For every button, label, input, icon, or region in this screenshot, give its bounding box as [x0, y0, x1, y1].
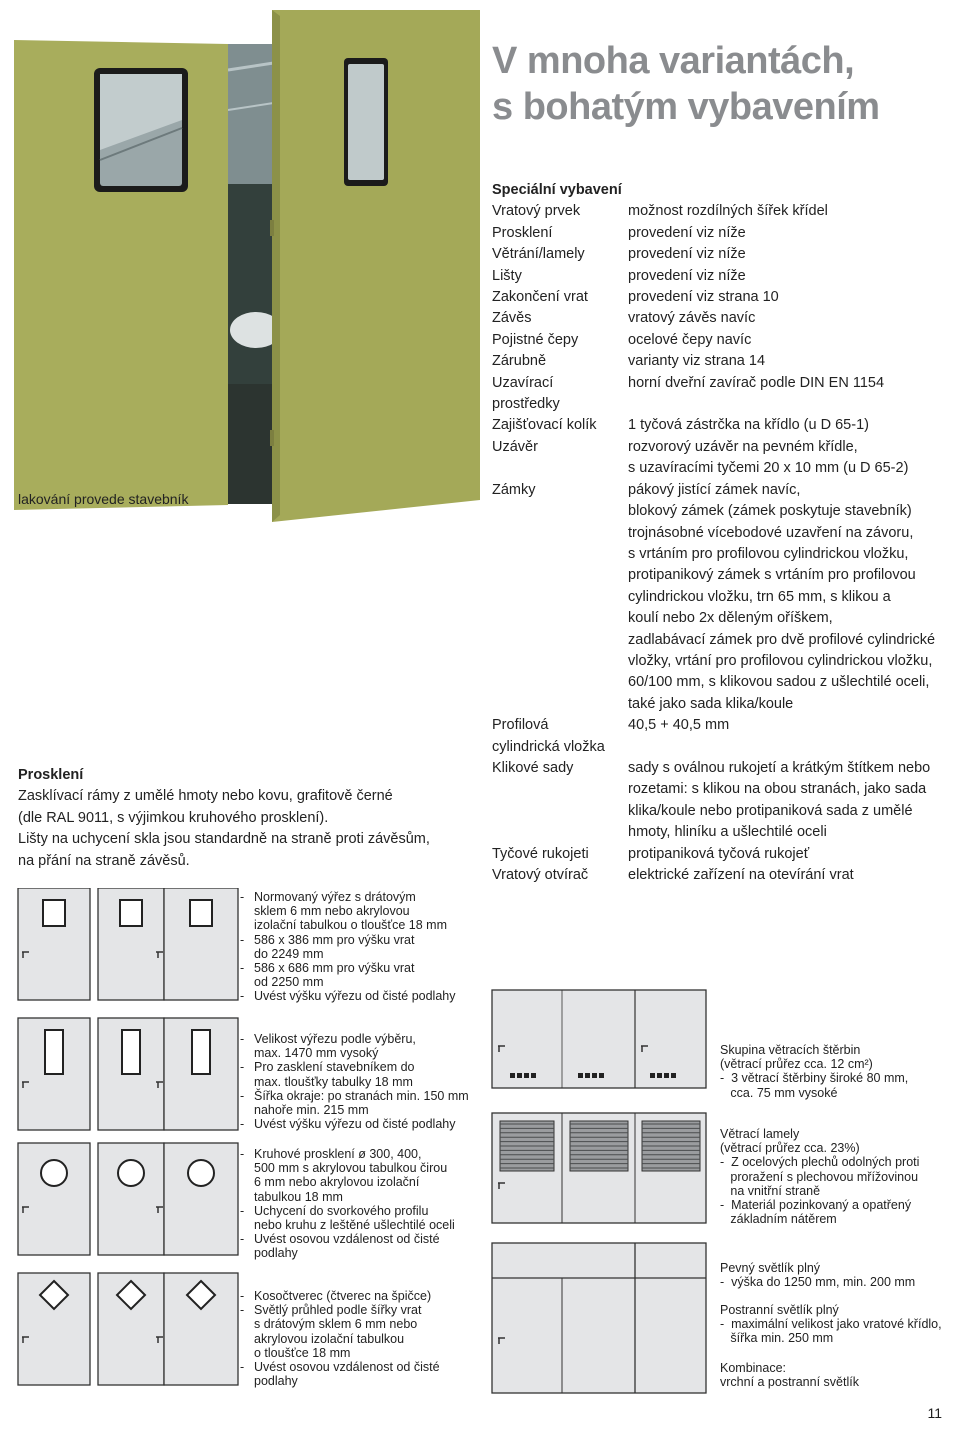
spec-key	[492, 437, 628, 480]
spec-value-line: protipaniková tyčová rukojeť	[628, 845, 810, 862]
spec-value-line: možnost rozdílných šířek křídel	[628, 203, 828, 220]
note-text: o tloušťce 18 mm	[254, 1345, 351, 1360]
bullet-dash: -	[240, 1060, 245, 1075]
bullet-dash: -	[240, 932, 245, 947]
note-diamond-glazing	[240, 1289, 490, 1388]
bullet-dash: -	[240, 989, 245, 1004]
spec-key-line: Zárubně	[492, 353, 547, 370]
note-line	[240, 1046, 490, 1060]
spec-key-line: Pojistné čepy	[492, 331, 579, 348]
note-line: - Z ocelových plechů odolných proti	[720, 1155, 920, 1170]
note-text: Uvést výšku výřezu od čisté podlahy	[254, 1117, 456, 1132]
note-line	[240, 1374, 490, 1388]
ventilation-figures	[490, 988, 715, 1398]
note-combination	[720, 1361, 859, 1389]
spec-value	[628, 758, 960, 844]
spec-value-line: také jako sada klika/koule	[628, 695, 794, 712]
spec-value	[628, 223, 960, 244]
spec-key	[492, 308, 628, 329]
note-text: 500 mm s akrylovou tabulkou čirou	[254, 1161, 448, 1176]
spec-value-line: 40,5 + 40,5 mm	[628, 717, 730, 734]
spec-value-line: trojnásobné vícebodové uzavření na závoru,	[628, 524, 914, 541]
spec-key	[492, 287, 628, 308]
note-line	[240, 1360, 490, 1374]
note-line	[240, 890, 490, 904]
note-text: s drátovým sklem 6 mm nebo	[254, 1317, 418, 1332]
note-line	[240, 1060, 490, 1074]
spec-value-line: vložky, vrtání pro profilovou cylindrickou vložku,	[628, 652, 933, 669]
spec-value	[628, 308, 960, 329]
note-text: max. tloušťky tabulky 18 mm	[254, 1074, 413, 1089]
note-line	[240, 1089, 490, 1103]
title-line-2: s bohatým vybavením	[492, 86, 880, 128]
note-text: akrylovou izolační tabulkou	[254, 1331, 405, 1346]
note-text: tabulkou 18 mm	[254, 1189, 343, 1204]
door-figure	[164, 1273, 238, 1385]
spec-row	[492, 351, 960, 372]
note-vent-louvres	[720, 1127, 919, 1226]
note-line	[240, 933, 490, 947]
spec-value	[628, 844, 960, 865]
spec-key-line: Klikové sady	[492, 759, 574, 776]
spec-value-line: rozetami: s klikou na obou stranách, jako sada	[628, 781, 927, 798]
note-line	[240, 1317, 490, 1331]
spec-key-line: Vratový otvírač	[492, 867, 589, 883]
spec-key	[492, 865, 628, 886]
spec-value	[628, 351, 960, 372]
note-line: Skupina větracích štěrbin	[720, 1043, 861, 1057]
note-line	[240, 989, 490, 1003]
note-line: vrchní a postranní světlík	[720, 1375, 859, 1390]
spec-value-line: elektrické zařízení na otevírání vrat	[628, 867, 854, 883]
note-text: izolační tabulkou o tloušťce 18 mm	[254, 918, 447, 933]
note-line	[240, 1218, 490, 1232]
spec-row	[492, 480, 960, 715]
spec-key	[492, 330, 628, 351]
bullet-dash: -	[240, 1303, 245, 1318]
door-figure	[18, 888, 90, 1000]
spec-key-line: cylindrická vložka	[492, 738, 605, 755]
spec-value-line: blokový zámek (zámek poskytuje stavebník)	[628, 503, 912, 520]
note-text: sklem 6 mm nebo akrylovou	[254, 904, 410, 919]
note-text: Normovaný výřez s drátovým	[254, 890, 416, 904]
note-line	[240, 1147, 490, 1161]
door-figure	[18, 1018, 90, 1130]
door-vent-slots	[492, 990, 706, 1088]
note-text: Velikost výřezu podle výběru,	[254, 1032, 416, 1046]
note-text: nahoře min. 215 mm	[254, 1103, 369, 1118]
spec-value	[628, 865, 960, 886]
note-text: Uvést výšku výřezu od čisté podlahy	[254, 989, 456, 1004]
spec-key	[492, 373, 628, 416]
spec-value-line: koulí nebo 2x děleným oříškem,	[628, 610, 833, 627]
spec-key	[492, 715, 628, 758]
note-text: Kosočtverec (čtverec na špičce)	[254, 1289, 432, 1303]
spec-value	[628, 437, 960, 480]
note-line: Pevný světlík plný	[720, 1261, 821, 1275]
note-line	[240, 1204, 490, 1218]
spec-value-line: pákový jistící zámek navíc,	[628, 481, 801, 498]
spec-row	[492, 287, 960, 308]
page-number: 11	[927, 1405, 942, 1421]
door-figure	[18, 1143, 90, 1255]
spec-value-line: provedení viz strana 10	[628, 289, 779, 306]
bullet-dash: -	[240, 1232, 245, 1247]
note-line: - výška do 1250 mm, min. 200 mm	[720, 1275, 916, 1290]
note-standard-cutout	[240, 890, 490, 1004]
spec-value-line: provedení viz níže	[628, 224, 746, 241]
spec-value-line: hmoty, hliníku a ušlechtilé oceli	[628, 824, 827, 841]
spec-value	[628, 480, 960, 715]
note-text: Uvést osovou vzdálenost od čisté	[254, 1360, 440, 1375]
spec-key-line: Profilová	[492, 717, 549, 734]
spec-value-line: ocelové čepy navíc	[628, 331, 752, 348]
note-line	[240, 1332, 490, 1346]
spec-key	[492, 351, 628, 372]
spec-value	[628, 373, 960, 416]
spec-key-line: Lišty	[492, 267, 522, 284]
spec-key	[492, 201, 628, 222]
spec-key	[492, 480, 628, 715]
note-text: podlahy	[254, 1374, 298, 1389]
prosklení-line: na přání na straně závěsů.	[18, 852, 190, 869]
note-round-glazing	[240, 1147, 490, 1261]
spec-row	[492, 330, 960, 351]
spec-row	[492, 415, 960, 436]
spec-key-line: Zámky	[492, 481, 536, 498]
note-line	[240, 1303, 490, 1317]
note-line: Větrací lamely	[720, 1127, 800, 1141]
note-line	[240, 947, 490, 961]
spec-key	[492, 266, 628, 287]
spec-value-line: cylindrickou vložku, trn 65 mm, s klikou a	[628, 588, 891, 605]
spec-key-line: Zajišťovací kolík	[492, 417, 597, 434]
note-line	[240, 1346, 490, 1360]
bullet-dash: -	[240, 890, 245, 904]
note-line	[240, 1103, 490, 1117]
note-text: Světlý průhled podle šířky vrat	[254, 1303, 422, 1318]
door-figure	[98, 1143, 164, 1255]
note-line: proražení s plechovou mřížovinou	[720, 1169, 919, 1184]
spec-key	[492, 758, 628, 844]
note-text: max. 1470 mm vysoký	[254, 1046, 379, 1061]
spec-value-line: zadlabávací zámek pro dvě profilové cylindrické	[628, 631, 936, 648]
note-line: - 3 větrací štěrbiny široké 80 mm,	[720, 1071, 909, 1086]
prosklení-section	[18, 765, 478, 872]
spec-row	[492, 437, 960, 480]
prosklení-line: Lišty na uchycení skla jsou standardně na straně proti závěsům,	[18, 831, 430, 848]
door-figure	[164, 1018, 238, 1130]
bullet-dash: -	[240, 1032, 245, 1046]
door-transom-sidelight	[492, 1243, 706, 1393]
spec-key	[492, 415, 628, 436]
bullet-dash: -	[240, 1117, 245, 1132]
spec-key	[492, 244, 628, 265]
spec-value	[628, 330, 960, 351]
glazing-figures	[14, 888, 244, 1398]
door-figure	[98, 1018, 164, 1130]
spec-value-line: vratový závěs navíc	[628, 310, 756, 327]
spec-value-line: horní dveřní zavírač podle DIN EN 1154	[628, 374, 885, 391]
spec-row	[492, 201, 960, 222]
note-line	[240, 1075, 490, 1089]
spec-row	[492, 715, 960, 758]
spec-value-line: protipanikový zámek s vrtáním pro profilovou	[628, 567, 916, 584]
note-text: podlahy	[254, 1246, 298, 1261]
note-text: Kruhové prosklení ø 300, 400,	[254, 1147, 422, 1161]
note-text: 6 mm nebo akrylovou izolační	[254, 1175, 420, 1190]
spec-key	[492, 844, 628, 865]
note-line: šířka min. 250 mm	[720, 1331, 834, 1346]
note-line: na vnitřní straně	[720, 1183, 821, 1198]
note-line: Postranní světlík plný	[720, 1303, 839, 1317]
spec-value	[628, 244, 960, 265]
spec-row	[492, 266, 960, 287]
door-figure	[98, 888, 164, 1000]
spec-key-line: Tyčové rukojeti	[492, 845, 589, 862]
note-line	[240, 918, 490, 932]
note-line: - maximální velikost jako vratové křídlo,	[720, 1317, 942, 1332]
spec-row	[492, 758, 960, 844]
spec-value	[628, 201, 960, 222]
title-line-1: V mnoha variantách,	[492, 40, 855, 82]
door-figure	[18, 1273, 90, 1385]
door-photo	[14, 10, 484, 525]
prosklení-heading: Prosklení	[18, 767, 84, 783]
spec-row	[492, 865, 960, 886]
note-line	[240, 1161, 490, 1175]
spec-key-line: Uzávěr	[492, 438, 538, 455]
note-line	[240, 1190, 490, 1204]
spec-value-line: rozvorový uzávěr na pevném křídle,	[628, 438, 858, 455]
bullet-dash: -	[240, 1088, 245, 1103]
spec-key-line: Závěs	[492, 310, 532, 327]
spec-value-line: provedení viz níže	[628, 267, 746, 284]
door-figure	[164, 1143, 238, 1255]
note-text: do 2249 mm	[254, 946, 324, 961]
spec-value-line: klika/koule nebo protipaniková sada z umělé	[628, 802, 913, 819]
note-line: - Materiál pozinkovaný a opatřený	[720, 1198, 912, 1213]
spec-value	[628, 266, 960, 287]
spec-row	[492, 244, 960, 265]
bullet-dash: -	[240, 1360, 245, 1375]
note-line: základním nátěrem	[720, 1212, 837, 1227]
note-text: Pro zasklení stavebníkem do	[254, 1060, 415, 1075]
bullet-dash: -	[240, 961, 245, 976]
prosklení-line: Zasklívací rámy z umělé hmoty nebo kovu, grafitově černé	[18, 788, 393, 805]
spec-key-line: Uzavírací	[492, 374, 554, 391]
prosklení-line: (dle RAL 9011, s výjimkou kruhového prosklení).	[18, 809, 329, 826]
spec-value-line: 60/100 mm, s klikovou sadou z ušlechtilé oceli,	[628, 674, 930, 691]
note-side-light	[720, 1303, 942, 1346]
spec-table	[492, 180, 960, 886]
spec-value	[628, 287, 960, 308]
note-line	[240, 904, 490, 918]
note-line	[240, 1232, 490, 1246]
spec-key-line: prostředky	[492, 396, 560, 413]
spec-row	[492, 844, 960, 865]
note-text: od 2250 mm	[254, 975, 324, 990]
door-figure	[164, 888, 238, 1000]
spec-value	[628, 715, 960, 758]
spec-value-line: s vrtáním pro profilovou cylindrickou vložku,	[628, 545, 909, 562]
note-fixed-light	[720, 1261, 915, 1289]
note-line: cca. 75 mm vysoké	[720, 1085, 838, 1100]
bullet-dash: -	[240, 1203, 245, 1218]
note-line	[240, 1032, 490, 1046]
spec-value-line: provedení viz níže	[628, 246, 746, 263]
note-vent-slots	[720, 1043, 908, 1100]
spec-value-line: varianty viz strana 14	[628, 353, 766, 370]
spec-key-line: Větrání/lamely	[492, 246, 585, 263]
note-line	[240, 1246, 490, 1260]
page-title	[492, 38, 880, 130]
bullet-dash: -	[240, 1289, 245, 1303]
note-line: Kombinace:	[720, 1361, 787, 1375]
note-line	[240, 1175, 490, 1189]
note-line: (větrací průřez cca. 12 cm²)	[720, 1057, 873, 1072]
note-text: Šířka okraje: po stranách min. 150 mm	[254, 1088, 469, 1103]
bullet-dash: -	[240, 1147, 245, 1161]
note-text: 586 x 686 mm pro výšku vrat	[254, 961, 415, 976]
door-vent-louvres	[492, 1113, 706, 1223]
spec-value-line: 1 tyčová zástrčka na křídlo (u D 65-1)	[628, 417, 869, 434]
spec-value	[628, 415, 960, 436]
spec-key-line: Zakončení vrat	[492, 289, 588, 306]
note-custom-cutout	[240, 1032, 490, 1131]
note-text: Uvést osovou vzdálenost od čisté	[254, 1232, 440, 1247]
photo-caption: lakování provede stavebník	[18, 491, 189, 507]
note-text: 586 x 386 mm pro výšku vrat	[254, 932, 415, 947]
note-text: Uchycení do svorkového profilu	[254, 1203, 429, 1218]
note-line: (větrací průřez cca. 23%)	[720, 1141, 860, 1156]
spec-heading: Speciální vybavení	[492, 182, 622, 198]
note-line	[240, 1117, 490, 1131]
spec-value-line: sady s oválnou rukojetí a krátkým štítkem nebo	[628, 759, 931, 776]
note-line	[240, 975, 490, 989]
note-line	[240, 1289, 490, 1303]
note-text: nebo kruhu z leštěné ušlechtilé oceli	[254, 1218, 455, 1233]
note-line	[240, 961, 490, 975]
spec-row	[492, 308, 960, 329]
spec-key	[492, 223, 628, 244]
spec-key-line: Vratový prvek	[492, 203, 581, 220]
spec-key-line: Prosklení	[492, 224, 553, 241]
door-figure	[98, 1273, 164, 1385]
spec-value-line: s uzavíracími tyčemi 20 x 10 mm (u D 65-2)	[628, 460, 909, 477]
spec-row	[492, 223, 960, 244]
spec-row	[492, 373, 960, 416]
